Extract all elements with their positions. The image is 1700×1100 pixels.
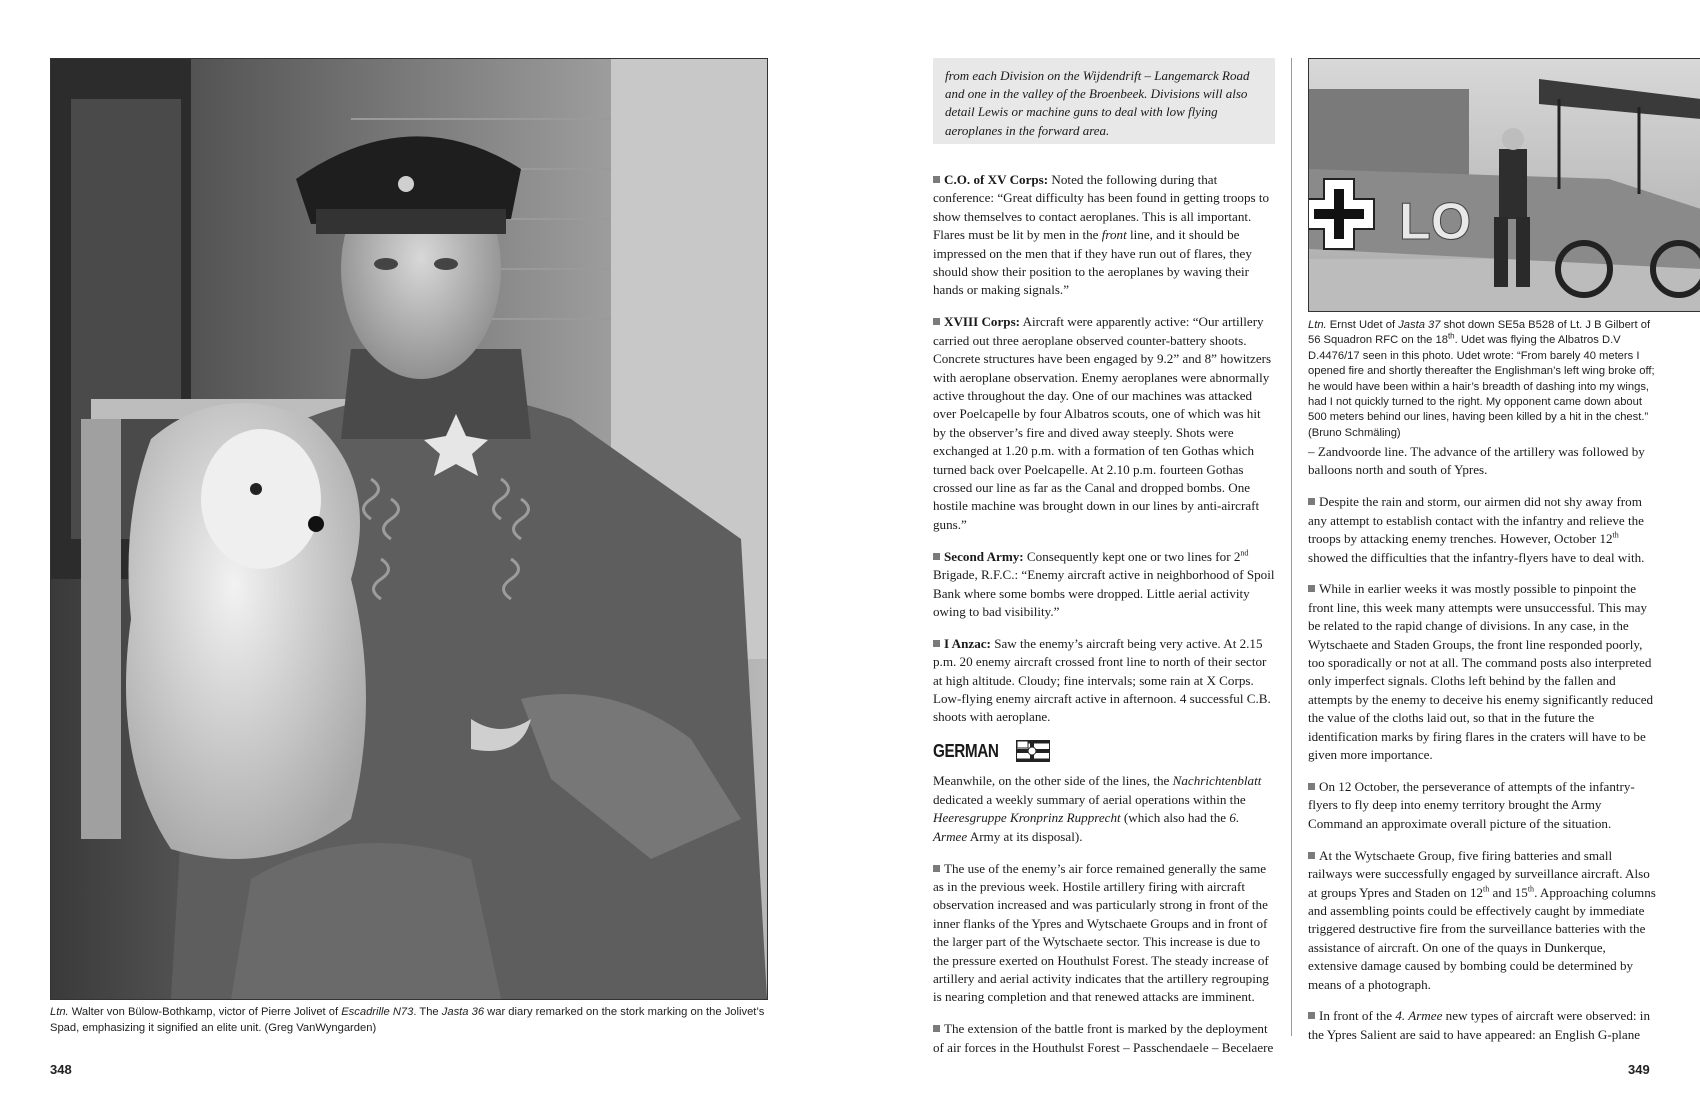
caption-rank: Ltn. bbox=[50, 1006, 69, 1018]
caption-unit-2: Jasta 36 bbox=[441, 1006, 485, 1018]
paragraph-text: . Approaching columns and assembling points could be effectively caught by immediate triggered destructive fire from the surveillance batteries with the assistance of aircraft. On one of the quays in Dunkerque, extensive damage caused by bombing could be determined by means of a photograph. bbox=[1308, 884, 1656, 992]
caption-text-1: Walter von Bülow-Bothkamp, victor of Pierre Jolivet of bbox=[68, 1006, 342, 1018]
paragraph-lead: Second Army: bbox=[944, 548, 1024, 564]
paragraph-text: and 15 bbox=[1489, 884, 1528, 900]
paragraph-text: Army at its disposal). bbox=[967, 828, 1083, 844]
bullet-square bbox=[1308, 585, 1315, 592]
superscript: th bbox=[1483, 884, 1490, 894]
paragraph-4-armee bbox=[1308, 1007, 1656, 1044]
page-number-left: 348 bbox=[50, 1062, 72, 1077]
paragraph-lead: I Anzac: bbox=[944, 635, 991, 651]
german-flag-icon bbox=[1016, 740, 1050, 762]
bullet-square bbox=[1308, 783, 1315, 790]
paragraph-text: – Zandvoorde line. The advance of the artillery was followed by balloons north and south of Ypres. bbox=[1308, 444, 1645, 478]
paragraph-rain-storm bbox=[1308, 493, 1656, 567]
text-column-2 bbox=[1308, 443, 1656, 1058]
paragraph-text: (which also had the bbox=[1120, 810, 1230, 826]
bullet-square bbox=[933, 865, 940, 872]
caption-unit: Jasta 37 bbox=[1398, 319, 1441, 331]
paragraph-text: Brigade, R.F.C.: “Enemy aircraft active in neighborhood of Spoil Bank where some bombs were dropped. Little aerial activity owing to bad visibility.” bbox=[933, 567, 1275, 619]
caption-text-2: . The bbox=[413, 1006, 442, 1018]
paragraph-emphasis: Nachrichtenblatt bbox=[1172, 773, 1262, 789]
paragraph-text: The use of the enemy’s air force remained generally the same as in the previous week. Hostile artillery firing with aircraft observation increased and was particularly strong in front of the inner flanks of the Ypres and Wytschaete Groups and in front of the larger part of the Wytschaete sector. This increase is due to the pressure exerted on Houthulst Forest. The steady increase of artillery and aerial activity indicates that the artillery regrouping is nearing completion and that renewed attacks are imminent. bbox=[933, 860, 1269, 1005]
bullet-square bbox=[933, 176, 940, 183]
aircraft-photo bbox=[1308, 58, 1700, 312]
superscript: th bbox=[1612, 530, 1619, 540]
german-heading-text: GERMAN bbox=[933, 741, 999, 762]
bullet-square bbox=[933, 318, 940, 325]
aircraft-marking-text: LO bbox=[1399, 193, 1472, 251]
superscript: th bbox=[1527, 884, 1535, 894]
paragraph-xviii-corps bbox=[933, 313, 1275, 534]
paragraph-xv-corps bbox=[933, 171, 1275, 300]
paragraph-text: At the Wytschaete Group, five firing batteries and small railways were successfully engaged by surveillance aircraft. Also at groups Ypres and Staden on 12 bbox=[1308, 847, 1650, 900]
caption-text-3: war diary remarked on the stork marking on the Jolivet’s Spad, emphasizing it signified an elite unit. (Greg VanWyngarden) bbox=[50, 1006, 765, 1034]
column-divider bbox=[1291, 58, 1292, 1036]
paragraph-lead: XVIII Corps: bbox=[944, 314, 1021, 330]
paragraph-text: dedicated a weekly summary of aerial operations within the bbox=[933, 791, 1246, 807]
text-column-1 bbox=[933, 171, 1275, 1071]
paragraph-lead: C.O. of XV Corps: bbox=[944, 172, 1049, 187]
paragraph-text: On 12 October, the perseverance of attempts of the infantry-flyers to fly deep into enemy territory brought the Army Command an approximate overall picture of the situation. bbox=[1308, 779, 1635, 831]
caption-rank: Ltn. bbox=[1308, 319, 1327, 331]
paragraph-i-anzac bbox=[933, 635, 1275, 727]
superscript: th bbox=[1447, 331, 1455, 341]
caption-unit-1: Escadrille N73 bbox=[341, 1006, 414, 1018]
paragraph-enemy-air-force bbox=[933, 860, 1275, 1007]
paragraph-emphasis: front bbox=[1101, 227, 1127, 243]
caption-text: . Udet was flying the Albatros D.V D.4476/17 seen in this photo. Udet wrote: “From barely 40 meters I opened fire and shortly thereafter the Englishman’s left wing broke off; he would have been within a hair’s breadth of dashing into my wings, had I not quickly turned to the right. My opponent came down about 500 meters behind our lines, having been killed by a hit in the chest.” (Bruno Schmäling) bbox=[1308, 334, 1655, 439]
paragraph-text: showed the difficulties that the infantry-flyers have to deal with. bbox=[1308, 549, 1645, 565]
paragraph-front-line bbox=[1308, 580, 1656, 764]
paragraph-text: Meanwhile, on the other side of the lines, the bbox=[933, 773, 1173, 789]
paragraph-text: Noted the following during that conference: “Great difficulty has been found in getting troops to show themselves to contact aeroplanes. This is all important. Flares must be lit by men in the bbox=[933, 172, 1270, 243]
paragraph-text: Aircraft were apparently active: “Our artillery carried out three aeroplane observed counter-battery shoots. Concrete structures have been engaged by 9.2” and 8” howitzers with aeroplane observation. Enemy aeroplanes were abnormally active throughout the day. One of our machines was attacked over Poelcapelle by four Albatros scouts, one of which was hit by the observer’s fire and dived away steeply. Shots were exchanged at 1.20 p.m. with a formation of ten Gothas which turned back over Poelcapelle. At 2.10 p.m. fourteen Gothas crossed our line as far as the Canal and dropped bombs. One hostile machine was brought down in our lines by anti-aircraft guns.” bbox=[933, 314, 1272, 532]
portrait-caption bbox=[50, 1005, 770, 1036]
paragraph-12-october bbox=[1308, 778, 1656, 833]
paragraph-second-army bbox=[933, 548, 1275, 622]
paragraph-text: In front of the bbox=[1319, 1008, 1396, 1024]
aircraft-caption bbox=[1308, 318, 1656, 441]
bullet-square bbox=[933, 640, 940, 647]
paragraph-text: While in earlier weeks it was mostly possible to pinpoint the front line, this week many attempts were unsuccessful. This may be related to the rapid change of divisions. In any case, in the Wytschaete and Staden Groups, the front line responded poorly, too sporadically or not at all. The command posts also interpreted only imperfect signals. Cloths left behind by the fallen and attempts by the enemy to deceive his enemy significantly reduced the value of the cloths laid out, so that in the future the identification marks by firing flares in the craters will have to be given more importance. bbox=[1308, 581, 1654, 763]
page-number-right: 349 bbox=[1628, 1062, 1650, 1077]
bullet-square bbox=[1308, 498, 1315, 505]
bullet-square bbox=[1308, 1012, 1315, 1019]
paragraph-text: The extension of the battle front is marked by the deployment of air forces in the Houthulst Forest – Passchendaele – Becelaere bbox=[933, 1021, 1274, 1055]
paragraph-wytschaete-group bbox=[1308, 847, 1656, 994]
caption-text: Ernst Udet of bbox=[1326, 319, 1399, 331]
quote-box: from each Division on the Wijdendrift – Langemarck Road and one in the valley of the Broenbeek. Divisions will also detail Lewis or machine guns to deal with low flying aeroplanes in the forward area. bbox=[933, 58, 1275, 144]
bullet-square bbox=[1308, 852, 1315, 859]
paragraph-emphasis: 6. Armee bbox=[933, 810, 1240, 844]
portrait-illustration bbox=[51, 59, 767, 999]
paragraph-text: new types of aircraft were observed: in the Ypres Salient are said to have appeared: an English G-plane bbox=[1308, 1008, 1650, 1042]
paragraph-zandvoorde bbox=[1308, 443, 1656, 480]
bullet-square bbox=[933, 1025, 940, 1032]
paragraph-battle-front bbox=[933, 1020, 1275, 1057]
paragraph-text: line, and it should be impressed on the men that if they have run out of flares, they should show their position to the aeroplanes by waving their hands or making signals.” bbox=[933, 227, 1252, 298]
paragraph-emphasis: 4. Armee bbox=[1395, 1008, 1443, 1024]
portrait-photo bbox=[50, 58, 768, 1000]
german-heading bbox=[933, 740, 1275, 762]
caption-text: shot down SE5a B528 of Lt. J B Gilbert of 56 Squadron RFC on the 18 bbox=[1308, 319, 1651, 347]
paragraph-nachrichtenblatt bbox=[933, 772, 1275, 846]
paragraph-emphasis: Heeresgruppe Kronprinz Rupprecht bbox=[933, 810, 1121, 826]
paragraph-text: Despite the rain and storm, our airmen did not shy away from any attempt to establish contact with the infantry and relieve the troops by attacking enemy trenches. However, October 12 bbox=[1308, 494, 1644, 547]
bullet-square bbox=[933, 553, 940, 560]
paragraph-text: Consequently kept one or two lines for 2 bbox=[1023, 548, 1241, 564]
aircraft-illustration bbox=[1309, 59, 1700, 311]
superscript: nd bbox=[1240, 548, 1249, 558]
paragraph-text: Saw the enemy’s aircraft being very active. At 2.15 p.m. 20 enemy aircraft crossed front line to north of their sector at high altitude. Cloudy; fine intervals; some rain at X Corps. Low-flying enemy aircraft active in afternoon. 4 successful C.B. shoots with aeroplane. bbox=[933, 635, 1271, 725]
